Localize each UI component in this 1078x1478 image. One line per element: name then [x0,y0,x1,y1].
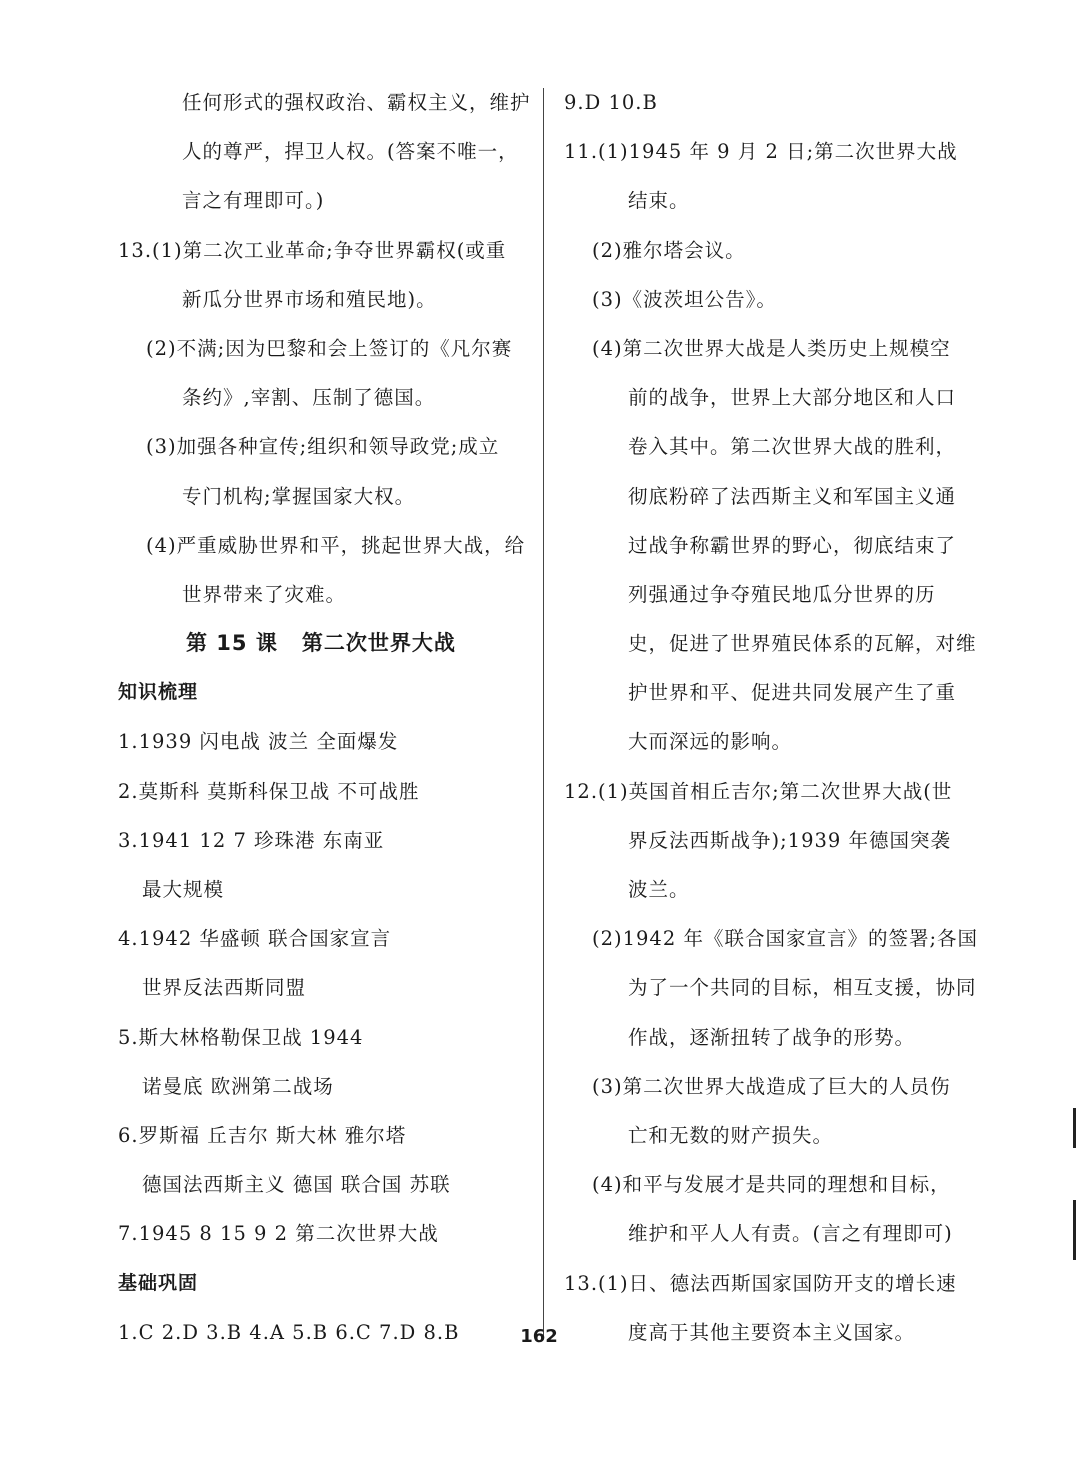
answer-line: 卷入其中。第二次世界大战的胜利， [628,435,957,459]
answer-line: 界反法西斯战争);1939 年德国突袭 [628,828,952,852]
answer-line: 条约》,宰割、压制了德国。 [182,386,436,410]
answer-line: 人的尊严，捍卫人权。(答案不唯一， [182,140,519,164]
knowledge-line: 诺曼底 欧洲第二战场 [142,1074,334,1098]
right-column [562,78,977,1357]
answer-line: (4)和平与发展才是共同的理想和目标， [592,1173,951,1197]
answer-line: 亡和无数的财产损失。 [628,1123,834,1147]
answer-line: 新瓜分世界市场和殖民地)。 [182,287,437,311]
scan-edge-mark [1073,1200,1076,1260]
answer-line: (4)严重威胁世界和平，挑起世界大战，给 [146,533,526,557]
answer-line: 结束。 [628,189,690,213]
answer-line: 过战争称霸世界的野心，彻底结束了 [628,533,957,557]
answer-line: 13.(1)日、德法西斯国家国防开支的增长速 [564,1271,957,1295]
answer-line: 度高于其他主要资本主义国家。 [628,1320,916,1344]
answer-line: (3)《波茨坦公告》。 [592,287,777,311]
answer-line: 彻底粉碎了法西斯主义和军国主义通 [628,484,957,508]
basic-answers-line: 1.C 2.D 3.B 4.A 5.B 6.C 7.D 8.B [118,1320,460,1344]
knowledge-line: 5.斯大林格勒保卫战 1944 [118,1025,364,1049]
knowledge-line: 4.1942 华盛顿 联合国家宣言 [118,927,392,951]
answer-line: (3)加强各种宣传;组织和领导政党;成立 [146,435,500,459]
left-column [118,78,530,1357]
answer-line: (2)雅尔塔会议。 [592,238,746,262]
answer-line: 12.(1)英国首相丘吉尔;第二次世界大战(世 [564,779,953,803]
answer-line: 维护和平人人有责。(言之有理即可) [628,1222,953,1246]
answer-line: 13.(1)第二次工业革命;争夺世界霸权(或重 [118,238,507,262]
page-number: 162 [520,1326,558,1347]
answer-line: 作战，逐渐扭转了战争的形势。 [628,1025,916,1049]
answer-line: 9.D 10.B [564,91,658,114]
lesson-number: 第 15 课 [186,631,278,656]
answer-line: 11.(1)1945 年 9 月 2 日;第二次世界大战 [564,140,958,164]
answer-line: 为了一个共同的目标，相互支援，协同 [628,976,977,1000]
answer-line: 大而深远的影响。 [628,730,793,754]
answer-line: 言之有理即可。) [182,189,325,213]
answer-line: (4)第二次世界大战是人类历史上规模空 [592,336,951,360]
knowledge-line: 3.1941 12 7 珍珠港 东南亚 [118,828,385,852]
knowledge-line: 1.1939 闪电战 波兰 全面爆发 [118,730,399,754]
answer-line: (3)第二次世界大战造成了巨大的人员伤 [592,1074,951,1098]
answer-line: 史，促进了世界殖民体系的瓦解，对维 [628,632,977,656]
answer-line: 波兰。 [628,878,690,901]
knowledge-line: 德国法西斯主义 德国 联合国 苏联 [142,1173,451,1197]
answer-line: 护世界和平、促进共同发展产生了重 [628,681,957,705]
answer-line: 前的战争，世界上大部分地区和人口 [628,386,957,410]
section-heading-basic: 基础巩固 [118,1271,199,1294]
section-heading-knowledge: 知识梳理 [118,681,199,704]
answer-line: 专门机构;掌握国家大权。 [182,484,416,508]
answer-line: 列强通过争夺殖民地瓜分世界的历 [628,582,936,606]
answer-line: 任何形式的强权政治、霸权主义，维护 [182,91,531,114]
knowledge-line: 2.莫斯科 莫斯科保卫战 不可战胜 [118,779,420,803]
knowledge-line: 7.1945 8 15 9 2 第二次世界大战 [118,1222,439,1246]
answer-line: 世界带来了灾难。 [182,582,347,606]
knowledge-line: 世界反法西斯同盟 [142,976,307,1000]
scan-edge-mark [1073,1108,1076,1148]
answer-line: (2)不满;因为巴黎和会上签订的《凡尔赛 [146,336,513,360]
answer-line: (2)1942 年《联合国家宣言》的签署;各国 [592,927,979,951]
knowledge-line: 最大规模 [142,878,225,901]
column-divider [543,88,544,1336]
knowledge-line: 6.罗斯福 丘吉尔 斯大林 雅尔塔 [118,1123,407,1147]
lesson-name: 第二次世界大战 [301,631,456,656]
lesson-title [118,619,530,668]
